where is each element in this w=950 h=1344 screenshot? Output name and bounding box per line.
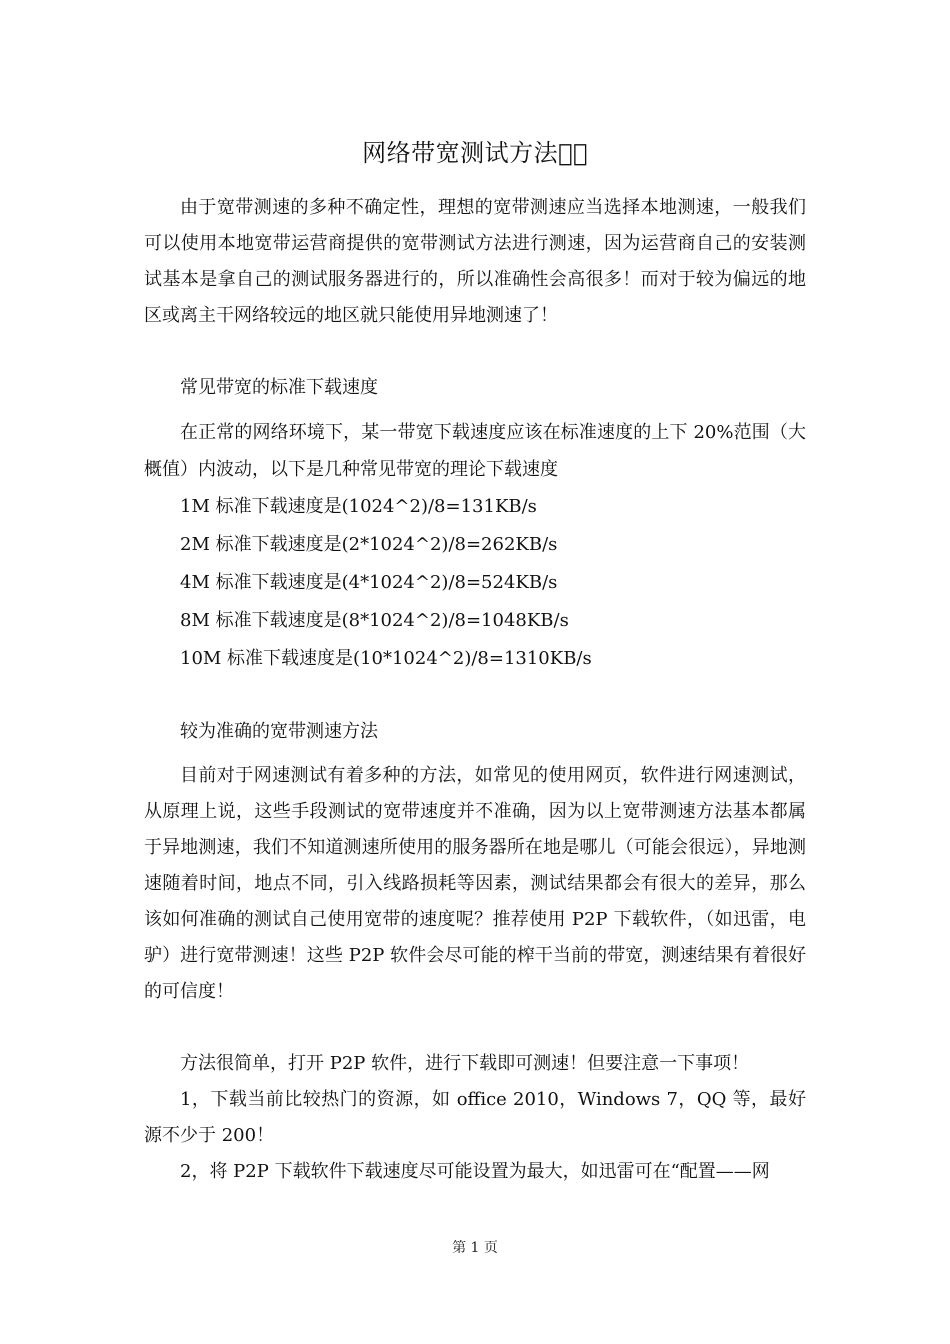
- intro-paragraph: 由于宽带测速的多种不确定性，理想的宽带测速应当选择本地测速，一般我们可以使用本地宽带运营商提供的宽带测试方法进行测速，因为运营商自己的安装测试基本是拿自己的测试服务器进行的，所以准确性会高很多！而对于较为偏远的地区或离主干网络较远的地区就只能使用异地测速了！: [144, 197, 806, 326]
- method-description: 目前对于网速测试有着多种的方法，如常见的使用网页，软件进行网速测试，从原理上说，这些手段测试的宽带速度并不准确，因为以上宽带测速方法基本都属于异地测速，我们不知道测速所使用的服务器所在地是哪儿（可能会很远），异地测速随着时间，地点不同，引入线路损耗等因素，测试结果都会有很大的差异，那么该如何准确的测试自己使用宽带的速度呢？推荐使用 P2P 下载软件，（如迅雷，电驴）进行宽带测速！这些 P2P 软件会尽可能的榨干当前的带宽，测速结果有着很好的可信度！: [144, 765, 806, 1002]
- document-title: 网络带宽测试方法  : [362, 139, 588, 167]
- speed-line-10m: 10M 标准下载速度是(10*1024^2)/8=1310KB/s: [180, 648, 592, 669]
- speed-line-1m: 1M 标准下载速度是(1024^2)/8=131KB/s: [180, 496, 537, 517]
- speed-line-2m: 2M 标准下载速度是(2*1024^2)/8=262KB/s: [180, 534, 558, 555]
- section-heading-method: 较为准确的宽带测速方法: [180, 721, 378, 742]
- spacer-small: [144, 750, 806, 758]
- step-1: 1，下载当前比较热门的资源，如 office 2010，Windows 7，QQ 等，最好源不少于 200！: [144, 1089, 806, 1146]
- step-2: 2，将 P2P 下载软件下载速度尽可能设置为最大，如迅雷可在“配置——网: [180, 1161, 770, 1182]
- spacer-small: [144, 406, 806, 414]
- steps-intro: 方法很简单，打开 P2P 软件，进行下载即可测速！但要注意一下事项！: [180, 1053, 750, 1074]
- page-number: 第 1 页: [452, 1240, 498, 1256]
- speeds-description: 在正常的网络环境下，某一带宽下载速度应该在标准速度的上下 20%范围（大概值）内波动，以下是几种常见带宽的理论下载速度: [144, 422, 806, 480]
- spacer: [144, 678, 806, 714]
- spacer: [144, 334, 806, 370]
- document-body: [144, 190, 806, 1190]
- section-heading-speeds: 常见带宽的标准下载速度: [180, 377, 378, 398]
- spacer: [144, 1010, 806, 1046]
- speed-line-8m: 8M 标准下载速度是(8*1024^2)/8=1048KB/s: [180, 610, 569, 631]
- speed-line-4m: 4M 标准下载速度是(4*1024^2)/8=524KB/s: [180, 572, 558, 593]
